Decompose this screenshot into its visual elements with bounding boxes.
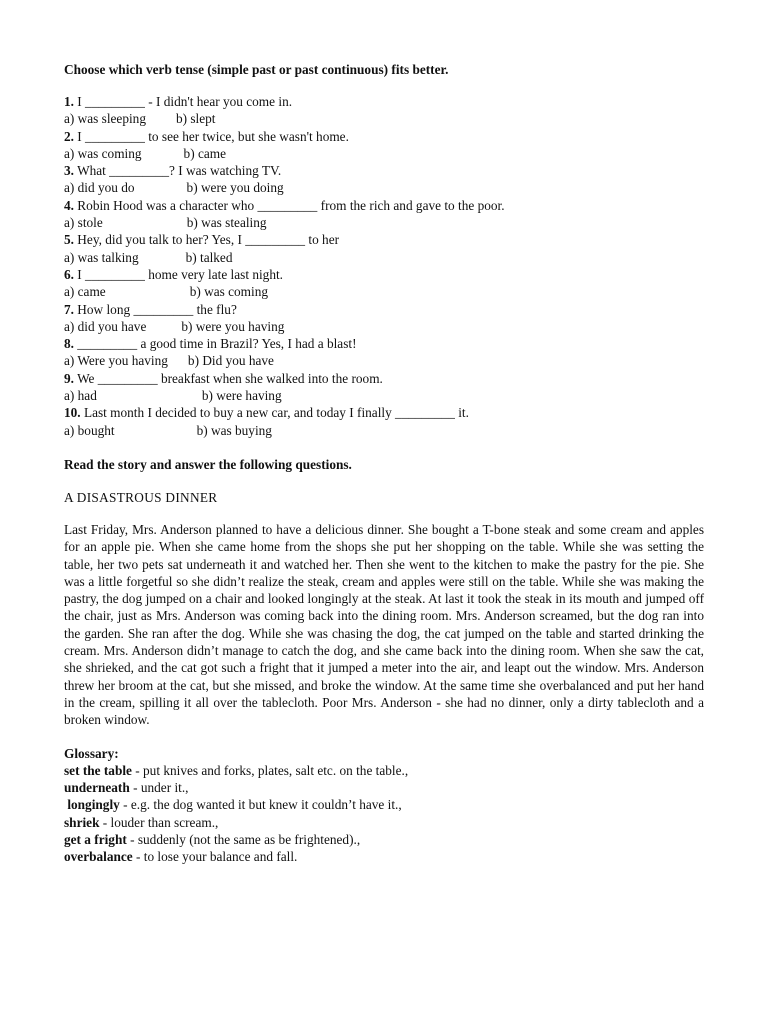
question-number: 2. — [64, 128, 74, 144]
question-item — [64, 162, 704, 197]
option-b: b) were you having — [181, 318, 285, 334]
glossary-definition: - to lose your balance and fall. — [132, 849, 298, 865]
glossary-item — [64, 814, 704, 831]
glossary-definition: - put knives and forks, plates, salt etc. on the table., — [131, 762, 409, 778]
glossary-item — [64, 796, 704, 813]
question-number: 9. — [64, 370, 74, 386]
question-text: I _________ home very late last night. — [73, 266, 284, 282]
option-b: b) Did you have — [187, 353, 274, 369]
question-item — [64, 197, 704, 232]
question-number: 6. — [64, 266, 74, 282]
option-a: a) stole — [64, 215, 103, 231]
question-item — [64, 266, 704, 301]
option-b: b) were having — [201, 388, 282, 404]
question-list — [64, 93, 704, 439]
reading-instruction: Read the story and answer the following questions. — [64, 456, 352, 472]
glossary-item — [64, 779, 704, 796]
question-item — [64, 231, 704, 266]
answer-options — [64, 214, 704, 231]
glossary-term: shriek — [64, 814, 100, 830]
reading-section — [64, 456, 704, 729]
question-item — [64, 335, 704, 370]
answer-options — [64, 145, 704, 162]
glossary-term: set the table — [64, 762, 132, 778]
question-item — [64, 370, 704, 405]
question-text: _________ a good time in Brazil? Yes, I had a blast! — [73, 336, 357, 352]
question-text: How long _________ the flu? — [73, 301, 237, 317]
option-b: b) was buying — [196, 422, 272, 438]
answer-options — [64, 352, 704, 369]
glossary-term: longingly — [64, 797, 120, 813]
answer-options — [64, 249, 704, 266]
question-item — [64, 404, 704, 439]
glossary-definition: - suddenly (not the same as be frightened)., — [126, 831, 361, 847]
option-a: a) Were you having — [64, 353, 168, 369]
story-paragraph: Last Friday, Mrs. Anderson planned to have a delicious dinner. She bought a T-bone steak and some cream and apples for an apple pie. When she came home from the shops she put her shopping on the table. While she was setting the table, her two pets sat underneath it and watched her. Then she went to the kitchen to make the pastry for the pie. She was a little forgetful so she didn’t realize the steak, cream and apples were still on the table. While she was making the pastry, the dog jumped on a chair and looked longingly at the steak. At last it took the steak in its mouth and jumped off the chair, just as Mrs. Anderson was coming back into the dining room. Mrs. Anderson screamed, but the dog ran into the garden. She ran after the dog. While she was chasing the dog, the cat jumped on the table and started drinking the cream. Mrs. Anderson didn’t manage to catch the dog, and she came back into the dining room. When she saw the cat, she shrieked, and the cat got such a fright that it jumped a meter into the air, and leapt out the window. Mrs. Anderson threw her broom at the cat, but she missed, and broke the window. At the same time she overbalanced and put her hand in the cream, spilling it all over the tablecloth. Poor Mrs. Anderson - she had no dinner, only a dirty tablecloth and a broken window. — [64, 521, 704, 728]
glossary-term: overbalance — [64, 849, 133, 865]
question-number: 10. — [64, 405, 81, 421]
worksheet-page — [64, 61, 704, 866]
option-a: a) came — [64, 284, 106, 300]
glossary-definition: - e.g. the dog wanted it but knew it couldn’t have it., — [119, 797, 402, 813]
question-text: I _________ to see her twice, but she wasn't home. — [73, 128, 349, 144]
glossary-item — [64, 848, 704, 865]
glossary-heading: Glossary: — [64, 745, 119, 761]
answer-options — [64, 110, 704, 127]
question-number: 1. — [64, 94, 74, 109]
option-b: b) were you doing — [186, 180, 284, 196]
option-a: a) did you do — [64, 180, 135, 196]
question-text: We _________ breakfast when she walked into the room. — [73, 370, 383, 386]
question-number: 4. — [64, 197, 74, 213]
glossary-definition: - under it., — [129, 780, 189, 796]
option-b: b) came — [183, 145, 226, 161]
glossary — [64, 745, 704, 866]
option-a: a) was talking — [64, 249, 139, 265]
option-b: b) slept — [175, 111, 216, 127]
question-number: 8. — [64, 336, 74, 352]
option-b: b) was stealing — [186, 215, 267, 231]
question-text: Hey, did you talk to her? Yes, I _________ to her — [73, 232, 340, 248]
glossary-term: underneath — [64, 780, 130, 796]
question-number: 7. — [64, 301, 74, 317]
question-item — [64, 301, 704, 336]
question-text: Robin Hood was a character who _________ from the rich and gave to the poor. — [73, 197, 505, 213]
answer-options — [64, 179, 704, 196]
answer-options — [64, 318, 704, 335]
story-title: A DISASTROUS DINNER — [64, 489, 218, 505]
answer-options — [64, 387, 704, 404]
option-b: b) talked — [185, 249, 233, 265]
option-a: a) bought — [64, 422, 115, 438]
question-item — [64, 128, 704, 163]
answer-options — [64, 422, 704, 439]
glossary-definition: - louder than scream., — [99, 814, 219, 830]
question-text: Last month I decided to buy a new car, and today I finally _________ it. — [80, 405, 469, 421]
glossary-item — [64, 831, 704, 848]
option-a: a) did you have — [64, 318, 147, 334]
question-text: I _________ - I didn't hear you come in. — [73, 94, 293, 109]
question-text: What _________? I was watching TV. — [73, 163, 282, 179]
question-number: 3. — [64, 163, 74, 179]
question-number: 5. — [64, 232, 74, 248]
question-item — [64, 93, 704, 128]
option-b: b) was coming — [189, 284, 268, 300]
exercise-instruction: Choose which verb tense (simple past or past continuous) fits better. — [64, 62, 449, 77]
answer-options — [64, 283, 704, 300]
glossary-term: get a fright — [64, 831, 127, 847]
glossary-item — [64, 762, 704, 779]
option-a: a) had — [64, 388, 97, 404]
option-a: a) was coming — [64, 145, 142, 161]
option-a: a) was sleeping — [64, 111, 146, 127]
